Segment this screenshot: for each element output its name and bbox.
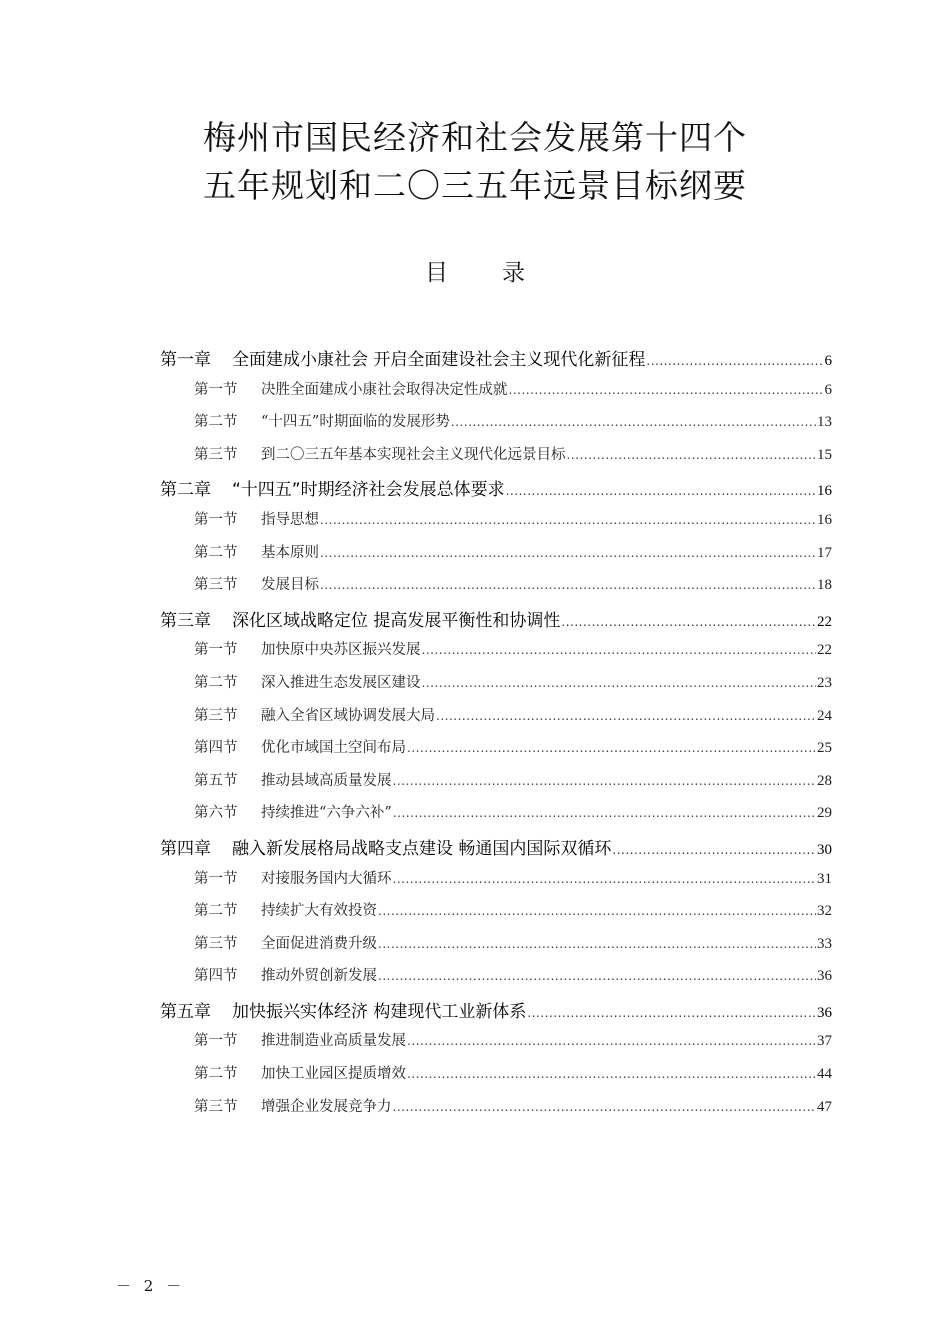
toc-section-entry[interactable] (160, 899, 832, 932)
toc-entry-number: 第一节 (194, 1033, 238, 1050)
toc-section-entry[interactable] (160, 964, 832, 997)
toc-entry-page: 47 (817, 1098, 832, 1115)
toc-entry-number: 第二章 (160, 480, 211, 501)
toc-section-entry[interactable] (160, 541, 832, 574)
toc-entry-page: 15 (817, 446, 832, 463)
toc-entry-title: 加快原中央苏区振兴发展 (261, 642, 421, 659)
toc-entry-title: 持续扩大有效投资 (261, 903, 377, 920)
toc-dot-leader (320, 513, 816, 527)
toc-section-entry[interactable] (160, 736, 832, 769)
toc-entry-page: 6 (824, 353, 832, 369)
toc-entry-title: 推动县域高质量发展 (261, 772, 392, 789)
table-of-contents (160, 345, 832, 1127)
toc-dot-leader (407, 741, 816, 755)
toc-entry-page: 22 (817, 613, 832, 630)
toc-entry-page: 36 (817, 1004, 832, 1021)
toc-entry-number: 第三节 (194, 1098, 238, 1115)
toc-entry-page: 18 (817, 577, 832, 594)
toc-entry-number: 第一节 (194, 381, 238, 398)
toc-chapter-entry[interactable] (160, 997, 832, 1030)
toc-section-entry[interactable] (160, 508, 832, 541)
toc-entry-title: 全面促进消费升级 (261, 935, 377, 952)
toc-entry-page: 37 (817, 1033, 832, 1050)
toc-section-entry[interactable] (160, 1095, 832, 1128)
toc-entry-number: 第三节 (194, 935, 238, 952)
toc-entry-title: “十四五”时期面临的发展形势 (261, 414, 450, 431)
toc-entry-number: 第一节 (194, 870, 238, 887)
toc-entry-number: 第六节 (194, 805, 238, 822)
toc-entry-number: 第一节 (194, 642, 238, 659)
toc-section-entry[interactable] (160, 1062, 832, 1095)
toc-chapter-entry[interactable] (160, 834, 832, 867)
toc-entry-number: 第四章 (160, 838, 211, 859)
toc-dot-leader (407, 1067, 816, 1081)
page-number-footer: － 2 － (116, 1277, 186, 1295)
toc-chapter-entry[interactable] (160, 606, 832, 639)
toc-dot-leader (378, 969, 816, 983)
toc-dot-leader (378, 937, 816, 951)
toc-entry-number: 第三节 (194, 707, 238, 724)
toc-entry-title: 融入全省区域协调发展大局 (261, 707, 435, 724)
toc-dot-leader (646, 354, 823, 368)
toc-dot-leader (451, 415, 816, 429)
toc-section-entry[interactable] (160, 801, 832, 834)
toc-section-entry[interactable] (160, 410, 832, 443)
toc-dot-leader (567, 448, 817, 462)
toc-entry-number: 第二节 (194, 903, 238, 920)
toc-entry-page: 32 (817, 903, 832, 920)
toc-dot-leader (393, 806, 816, 820)
toc-section-entry[interactable] (160, 443, 832, 476)
toc-entry-page: 30 (817, 841, 832, 858)
toc-dot-leader (378, 904, 816, 918)
toc-chapter-entry[interactable] (160, 345, 832, 378)
toc-entry-title: 指导思想 (261, 511, 319, 528)
toc-entry-number: 第一节 (194, 511, 238, 528)
toc-section-entry[interactable] (160, 378, 832, 411)
toc-section-entry[interactable] (160, 867, 832, 900)
toc-dot-leader (422, 676, 817, 690)
toc-entry-page: 23 (817, 674, 832, 691)
toc-entry-title: 加快工业园区提质增效 (261, 1066, 406, 1083)
toc-entry-page: 17 (817, 544, 832, 561)
toc-section-entry[interactable] (160, 704, 832, 737)
toc-entry-number: 第二节 (194, 1066, 238, 1083)
toc-entry-title: 决胜全面建成小康社会取得决定性成就 (261, 381, 508, 398)
toc-entry-title: 全面建成小康社会 开启全面建设社会主义现代化新征程 (232, 350, 646, 370)
document-title-line-2: 五年规划和二〇三五年远景目标纲要 (203, 166, 747, 205)
toc-entry-page: 44 (817, 1066, 832, 1083)
toc-entry-page: 33 (817, 935, 832, 952)
toc-entry-page: 31 (817, 870, 832, 887)
toc-section-entry[interactable] (160, 1029, 832, 1062)
toc-entry-title: 基本原则 (261, 544, 319, 561)
toc-entry-title: 融入新发展格局战略支点建设 畅通国内国际双循环 (232, 838, 612, 859)
toc-dot-leader (393, 774, 817, 788)
toc-dot-leader (422, 643, 817, 657)
toc-section-entry[interactable] (160, 638, 832, 671)
toc-section-entry[interactable] (160, 671, 832, 704)
toc-entry-number: 第一章 (160, 350, 211, 370)
toc-dot-leader (561, 615, 816, 629)
toc-entry-number: 第五节 (194, 772, 238, 789)
toc-dot-leader (320, 546, 816, 560)
toc-entry-title: 发展目标 (261, 577, 319, 594)
toc-chapter-entry[interactable] (160, 475, 832, 508)
toc-entry-number: 第三节 (194, 446, 238, 463)
toc-dot-leader (320, 578, 816, 592)
toc-section-entry[interactable] (160, 573, 832, 606)
toc-entry-number: 第三节 (194, 577, 238, 594)
toc-heading-char-2: 录 (502, 260, 525, 286)
toc-entry-title: 深入推进生态发展区建设 (261, 674, 421, 691)
toc-entry-page: 13 (817, 414, 832, 431)
toc-section-entry[interactable] (160, 769, 832, 802)
toc-entry-page: 16 (817, 483, 832, 500)
toc-entry-page: 6 (824, 381, 832, 398)
toc-section-entry[interactable] (160, 932, 832, 965)
toc-dot-leader (612, 843, 816, 857)
toc-entry-title: 深化区域战略定位 提高发展平衡性和协调性 (232, 610, 561, 631)
toc-entry-number: 第五章 (160, 1001, 211, 1022)
toc-heading-char-1: 目 (425, 260, 448, 286)
toc-entry-number: 第四节 (194, 968, 238, 985)
toc-dot-leader (407, 1034, 816, 1048)
toc-entry-page: 22 (817, 642, 832, 659)
toc-entry-title: 到二〇三五年基本实现社会主义现代化远景目标 (261, 446, 566, 463)
toc-entry-page: 16 (817, 511, 832, 528)
document-title-line-1: 梅州市国民经济和社会发展第十四个 (203, 118, 747, 157)
toc-entry-page: 36 (817, 968, 832, 985)
toc-entry-number: 第二节 (194, 544, 238, 561)
toc-dot-leader (506, 484, 816, 498)
toc-heading (0, 254, 950, 287)
toc-entry-title: 对接服务国内大循环 (261, 870, 392, 887)
toc-entry-number: 第四节 (194, 740, 238, 757)
toc-entry-title: 加快振兴实体经济 构建现代工业新体系 (232, 1001, 527, 1022)
toc-dot-leader (509, 383, 824, 397)
toc-dot-leader (436, 709, 816, 723)
toc-entry-title: 推进制造业高质量发展 (261, 1033, 406, 1050)
toc-entry-title: 优化市域国土空间布局 (261, 740, 406, 757)
toc-entry-number: 第二节 (194, 414, 238, 431)
toc-entry-page: 29 (817, 805, 832, 822)
toc-entry-title: 增强企业发展竞争力 (261, 1098, 392, 1115)
toc-entry-number: 第二节 (194, 674, 238, 691)
toc-entry-number: 第三章 (160, 610, 211, 631)
toc-dot-leader (393, 1100, 817, 1114)
toc-entry-page: 25 (817, 740, 832, 757)
toc-entry-page: 28 (817, 772, 832, 789)
toc-entry-title: 推动外贸创新发展 (261, 968, 377, 985)
toc-dot-leader (527, 1006, 816, 1020)
toc-entry-page: 24 (817, 707, 832, 724)
toc-entry-title: 持续推进“六争六补” (261, 805, 392, 822)
toc-dot-leader (393, 872, 817, 886)
toc-entry-title: “十四五”时期经济社会发展总体要求 (232, 480, 505, 501)
